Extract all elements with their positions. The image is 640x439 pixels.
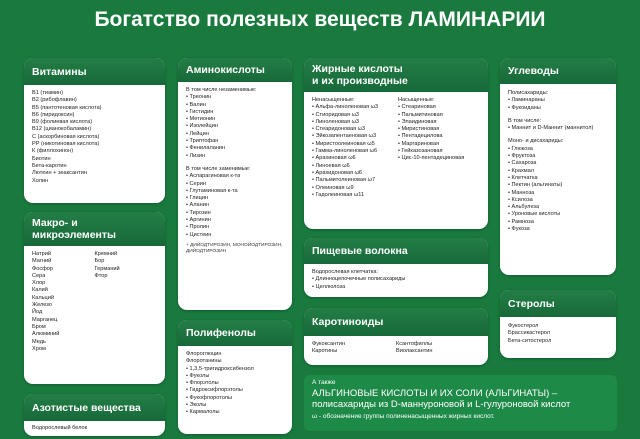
list-item: • Фукоиданы bbox=[508, 104, 541, 111]
list-item: Бета-ситостерол bbox=[508, 337, 552, 344]
list-item: • Целлюлоза bbox=[312, 283, 346, 290]
list-item: Флороглюцин bbox=[186, 351, 222, 357]
list-item: Брассикастерол bbox=[508, 330, 551, 337]
list-item: Ксантофиллы bbox=[396, 341, 433, 347]
list-item: • Альфа-линоленовая ω3 bbox=[312, 104, 379, 111]
carbs-incl-list bbox=[508, 125, 608, 132]
amino-essential-label: В том числе незаменимые: bbox=[186, 87, 257, 93]
nitrogen-card bbox=[24, 394, 165, 436]
list-item: • Арахиновая ω6 bbox=[312, 155, 356, 162]
also-line-2: полисахариды из D-маннуроновой и L-гулуроновой кислот bbox=[312, 399, 571, 410]
list-item: Германий bbox=[94, 265, 120, 272]
also-line-1: АЛЬГИНОВЫЕ КИСЛОТЫ И ИХ СОЛИ (АЛЬГИНАТЫ) – bbox=[312, 388, 558, 399]
list-item: Алюминий bbox=[32, 331, 60, 338]
nitrogen-header: Азотистые вещества bbox=[24, 394, 165, 421]
carbs-header: Углеводы bbox=[500, 58, 616, 84]
sterols-list bbox=[500, 317, 616, 350]
list-item: • Фенилаланин bbox=[186, 145, 226, 152]
carotenoids-col-1 bbox=[312, 341, 396, 356]
list-item: В6 (пиридоксин) bbox=[32, 111, 75, 118]
list-item: РР (никотиновая кислота) bbox=[32, 141, 100, 148]
fiber-list bbox=[312, 276, 480, 291]
list-item: • Треонин bbox=[186, 94, 212, 101]
list-item: • Пальмитиновая bbox=[398, 111, 443, 118]
list-item: • Пролин bbox=[186, 224, 210, 231]
list-item: • Эйкозапентаеновая ω3 bbox=[312, 133, 377, 140]
list-item: • Аргинин bbox=[186, 217, 211, 224]
fiber-card bbox=[304, 238, 488, 297]
list-item: Фукостерол bbox=[508, 323, 539, 329]
list-item: • Пальмитолеиновая ω7 bbox=[312, 177, 376, 184]
list-item: Сера bbox=[32, 272, 46, 279]
list-item: • Миристоолеиновая ω5 bbox=[312, 140, 375, 147]
list-item: • Триптофан bbox=[186, 138, 219, 145]
carotenoids-col-2 bbox=[396, 341, 480, 356]
list-item: Хлор bbox=[32, 280, 46, 287]
list-item: Виолаксантин bbox=[396, 348, 433, 355]
also-footnote: ω - обозначение группы полиненасыщенных жирных кислот. bbox=[312, 413, 495, 420]
carbs-incl-label: В том числе: bbox=[508, 117, 542, 124]
list-item: • Уроновые кислоты bbox=[508, 211, 561, 218]
amino-essential-list bbox=[186, 94, 284, 160]
list-item: Кальций bbox=[32, 294, 55, 301]
list-item: Медь bbox=[32, 338, 46, 345]
list-item: • Стиоридовая ω3 bbox=[312, 111, 360, 118]
list-item: • Пектин (альгинаты) bbox=[508, 182, 563, 189]
polyphenols-header: Полифенолы bbox=[178, 320, 292, 346]
list-item: Йод bbox=[32, 309, 43, 316]
list-item: • Гейказозановая bbox=[398, 148, 443, 155]
list-item: • Метионин bbox=[186, 116, 216, 123]
list-item: Магний bbox=[32, 258, 52, 265]
list-item: • Миристиновая bbox=[398, 126, 440, 133]
list-item: Флоротанины bbox=[186, 358, 222, 365]
sterols-card bbox=[500, 290, 616, 358]
list-item: Фтор bbox=[94, 272, 108, 279]
minerals-header: Макро- и микроэлементы bbox=[24, 212, 165, 246]
list-item: • Линоленовая ω3 bbox=[312, 118, 360, 125]
list-item: • Стеаридоновая ω3 bbox=[312, 126, 366, 133]
list-item: • Арахидоновая ω6 bbox=[312, 169, 363, 176]
list-item: В12 (цианокобаламин) bbox=[32, 126, 92, 133]
fatty-acids-header-line-2: и их производные bbox=[312, 75, 408, 87]
fatty-unsat-list bbox=[312, 104, 394, 199]
vitamins-card bbox=[24, 58, 165, 203]
also-intro: А также bbox=[312, 379, 336, 386]
list-item: К (филлохинон) bbox=[32, 148, 74, 155]
list-item: • Пентадецилова bbox=[398, 133, 443, 140]
list-item: • Аланин bbox=[186, 202, 209, 209]
list-item: • Фукоза bbox=[508, 226, 530, 233]
list-item: • Гадолеиновая ω11 bbox=[312, 191, 365, 198]
nitrogen-list bbox=[24, 421, 165, 436]
list-item: Фукоксантин bbox=[312, 341, 345, 347]
list-item: • Фукофлоротолы bbox=[186, 394, 232, 401]
list-item: • Фруктоза bbox=[508, 153, 536, 160]
list-item: В2 (рибофлавин) bbox=[32, 97, 77, 104]
list-item: • Глицин bbox=[186, 195, 209, 202]
list-item: • Крахмал bbox=[508, 167, 535, 174]
list-item: • Альбулеза bbox=[508, 204, 540, 211]
amino-nonessential-list bbox=[186, 173, 284, 239]
list-item: • 1,3,5-тригидроксибензол bbox=[186, 365, 254, 372]
list-item: Железо bbox=[32, 302, 52, 309]
list-item: Бром bbox=[32, 323, 46, 330]
list-item: С (аскорбиновая кислота) bbox=[32, 133, 100, 140]
list-item: • Гистидин bbox=[186, 108, 214, 115]
list-item: В1 (тиамин) bbox=[32, 90, 63, 96]
list-item: • Манноза bbox=[508, 189, 535, 196]
list-item: • Линоевая ω6 bbox=[312, 162, 350, 169]
fatty-sat-list bbox=[398, 104, 480, 162]
list-item: • Ламинараны bbox=[508, 97, 545, 104]
list-item: В9 (фолиевая кислота) bbox=[32, 119, 93, 126]
list-item: • Элаидиновая bbox=[398, 118, 437, 125]
list-item: • Цистеин bbox=[186, 231, 212, 238]
minerals-col-2 bbox=[95, 251, 158, 353]
carbs-poly-list bbox=[508, 97, 608, 112]
list-item: • Фуколы bbox=[186, 372, 210, 379]
carbs-poly-label: Полисахариды: bbox=[508, 90, 549, 96]
list-item: • Стеариновая bbox=[398, 104, 436, 111]
fatty-sat-label: Насыщенные: bbox=[398, 97, 435, 103]
list-item: • Клетчатка bbox=[508, 174, 538, 181]
list-item: Бор bbox=[94, 258, 105, 265]
polyphenols-list bbox=[178, 346, 292, 422]
carotenoids-header: Каротиноиды bbox=[304, 308, 488, 336]
list-item: • Сахароза bbox=[508, 160, 537, 167]
list-item: • Эколы bbox=[186, 402, 207, 409]
list-item: • Гамма-линоленовая ω6 bbox=[312, 148, 378, 155]
list-item: Водорослевый белок bbox=[32, 425, 88, 431]
page-title: Богатство полезных веществ ЛАМИНАРИИ bbox=[94, 8, 546, 31]
list-item: Биотин bbox=[32, 155, 51, 162]
list-item: • Валин bbox=[186, 101, 206, 108]
vitamins-list bbox=[24, 85, 165, 190]
list-item: • Рамноза bbox=[508, 218, 534, 225]
fatty-unsat-label: Ненасыщенные: bbox=[312, 97, 355, 103]
list-item: Фосфор bbox=[32, 265, 53, 272]
list-item: Хром bbox=[32, 345, 46, 352]
carotenoids-card bbox=[304, 308, 488, 365]
list-item: • Глюкоза bbox=[508, 145, 533, 152]
polyphenols-card bbox=[178, 320, 292, 434]
fatty-acids-header bbox=[304, 58, 488, 92]
list-item: • Серин bbox=[186, 180, 206, 187]
minerals-col-1 bbox=[32, 251, 95, 353]
list-item: • Маннит и D-Маннит (маннитол) bbox=[508, 125, 594, 132]
list-item: • Изолейцин bbox=[186, 123, 218, 130]
list-item: • Ксилоза bbox=[508, 196, 533, 203]
list-item: • Лейцин bbox=[186, 130, 209, 137]
list-item: • Кармалолы bbox=[186, 409, 220, 416]
list-item: • Гидроксифлорэтолы bbox=[186, 387, 243, 394]
list-item: • Тирозин bbox=[186, 209, 211, 216]
list-item: Бета-каротин bbox=[32, 162, 67, 169]
list-item: • Флорэтолы bbox=[186, 380, 219, 387]
list-item: • Маргариновая bbox=[398, 140, 439, 147]
fiber-label: Водорослевая клетчатка: bbox=[312, 269, 379, 275]
fiber-header: Пищевые волокна bbox=[304, 238, 488, 264]
list-item: Лютеин + зеаксантин bbox=[32, 170, 87, 177]
list-item: Марганец bbox=[32, 316, 58, 323]
list-item: Кремний bbox=[94, 251, 118, 257]
minerals-card bbox=[24, 212, 165, 384]
carbs-mono-list bbox=[508, 146, 608, 234]
also-banner bbox=[304, 375, 617, 431]
carbs-mono-label: Моно- и дисахариды: bbox=[508, 138, 564, 145]
fatty-acids-card bbox=[304, 58, 488, 229]
list-item: Натрий bbox=[32, 251, 51, 257]
amino-note: + ДИЙОДТИРОЗИН, МОНОЙОДТИРОЗИН, ДИЙОДТИРОЗИН bbox=[186, 242, 283, 254]
list-item: • Длинноцепочечные полисахариды bbox=[312, 276, 406, 283]
list-item: Холин bbox=[32, 177, 49, 184]
list-item: • Лизин bbox=[186, 152, 206, 159]
amino-nonessential-label: В том числе заменимые: bbox=[186, 165, 251, 172]
carbs-card bbox=[500, 58, 616, 275]
sterols-header: Стеролы bbox=[500, 290, 616, 317]
list-item: • Олеиновая ω9 bbox=[312, 184, 354, 191]
amino-card bbox=[178, 58, 292, 310]
list-item: Каротины bbox=[312, 348, 338, 355]
list-item: • Глутаминовая к-та bbox=[186, 187, 238, 194]
list-item: • Аспарагиновая к-та bbox=[186, 173, 241, 180]
list-item: • Цис-10-пентадециновая bbox=[398, 155, 465, 162]
list-item: В5 (пантотеновая кислота) bbox=[32, 104, 102, 111]
fatty-acids-header-line-1: Жирные кислоты bbox=[312, 63, 403, 75]
list-item: Калий bbox=[32, 287, 48, 294]
amino-header: Аминокислоты bbox=[178, 58, 292, 82]
vitamins-header: Витамины bbox=[24, 58, 165, 85]
